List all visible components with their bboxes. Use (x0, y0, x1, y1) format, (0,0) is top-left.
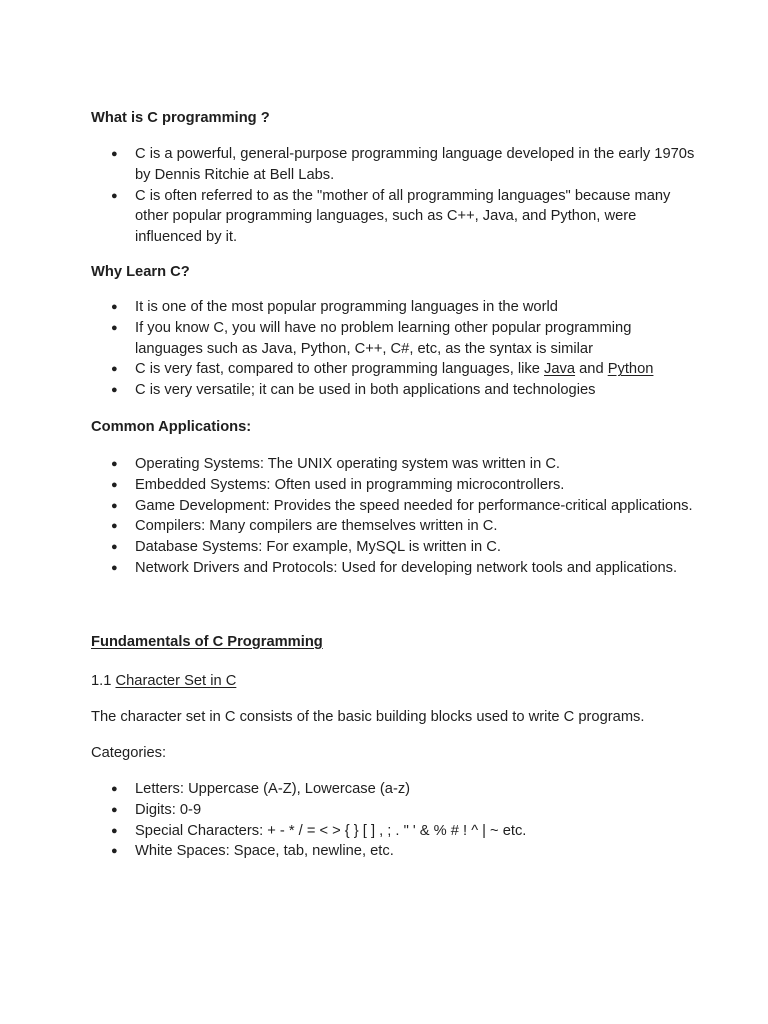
list-item: ● Special Characters: + - * / = < > { } [ ] , ; . " ' & % # ! ^ | ~ etc. (91, 821, 695, 842)
bullet-icon: ● (111, 458, 118, 470)
java-link[interactable]: Java (544, 361, 576, 378)
list-item: ● Game Development: Provides the speed needed for performance-critical applications. (91, 496, 695, 517)
bullet-icon: ● (111, 803, 118, 816)
heading-common-applications: Common Applications: (91, 419, 252, 435)
list-item: ● White Spaces: Space, tab, newline, etc. (91, 841, 695, 862)
list-item: ● If you know C, you will have no problem learning other popular programming languages such as Java, Python, C++, C#, etc, as the syntax is similar (111, 319, 632, 357)
subheading-character-set: 1.1 Character Set in C (91, 673, 237, 689)
list-item: ● Letters: Uppercase (A-Z), Lowercase (a-z) (91, 779, 695, 800)
heading-what-is-c: What is C programming ? (91, 110, 270, 126)
categories-list (91, 779, 691, 862)
applications-list (91, 454, 691, 579)
character-set-paragraph: The character set in C consists of the basic building blocks used to write C programs. (91, 709, 645, 725)
categories-label: Categories: (91, 745, 167, 761)
heading-why-learn-c: Why Learn C? (91, 264, 190, 280)
list-item: ● It is one of the most popular programming languages in the world (91, 297, 695, 318)
list-item: ● Database Systems: For example, MySQL is written in C. (91, 537, 695, 558)
list-item: ● C is a powerful, general-purpose programming language developed in the early 1970s by Dennis Ritchie at Bell Labs. (111, 146, 695, 183)
list-item: ● Compilers: Many compilers are themselves written in C. (91, 516, 695, 537)
bullet-icon: ● (111, 499, 118, 512)
bullet-icon: ● (111, 189, 118, 202)
bullet-icon: ● (111, 321, 118, 334)
bullet-icon: ● (111, 301, 118, 313)
bullet-icon: ● (111, 824, 118, 837)
bullet-icon: ● (111, 384, 118, 397)
bullet-icon: ● (111, 845, 118, 858)
bullet-icon: ● (111, 363, 118, 376)
list-item: ● Operating Systems: The UNIX operating system was written in C. (91, 454, 695, 475)
list-item: ● Digits: 0-9 (91, 800, 695, 821)
python-link[interactable]: Python (607, 361, 654, 378)
bullet-icon: ● (111, 148, 118, 160)
bullet-icon: ● (111, 561, 118, 574)
heading-fundamentals: Fundamentals of C Programming (91, 634, 323, 650)
list-item: ● Embedded Systems: Often used in programming microcontrollers. (91, 475, 695, 496)
bullet-icon: ● (111, 541, 118, 554)
list-item: ● C is very fast, compared to other programming languages, like Java and Python (91, 359, 695, 380)
list-item: ● C is very versatile; it can be used in both applications and technologies (91, 380, 695, 401)
list-item: ● Network Drivers and Protocols: Used for developing network tools and applications. (91, 558, 695, 579)
what-is-c-list (91, 144, 695, 248)
bullet-icon: ● (111, 520, 118, 533)
bullet-icon: ● (111, 478, 118, 491)
bullet-icon: ● (111, 783, 118, 795)
list-item: ● C is often referred to as the "mother of all programming languages" because many other popular programming languages, such as C++, Java, and Python, were influenced by it. (111, 187, 671, 246)
why-learn-list (91, 297, 691, 401)
